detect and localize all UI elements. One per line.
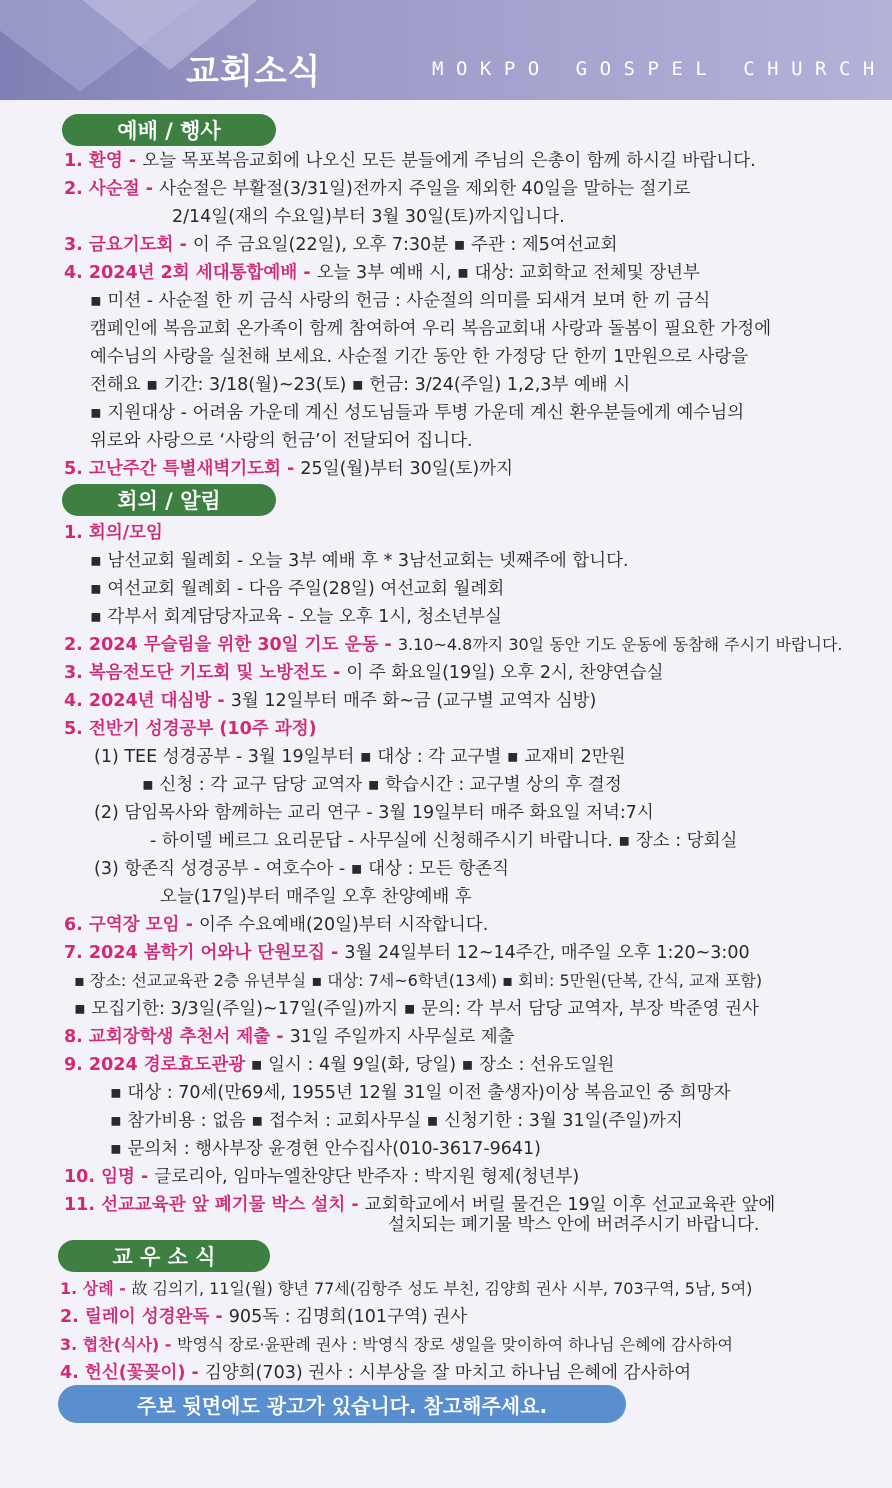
notice-line: ▪ 남선교회 월례회 - 오늘 3부 예배 후 * 3남선교회는 넷째주에 합니다. (90, 551, 629, 571)
church-name: MOKPO GOSPEL CHURCH (432, 58, 887, 80)
notice-line: 캠페인에 복음교회 온가족이 함께 참여하여 우리 복음교회내 사랑과 돌봄이 필요한 가정에 (90, 319, 772, 339)
footer-notice: 주보 뒷면에도 광고가 있습니다. 참고해주세요. (58, 1385, 626, 1423)
notice-line: 3. 협찬(식사) - 박영식 장로·윤판례 권사 : 박영식 장로 생일을 맞이하여 하나님 은혜에 감사하여 (60, 1335, 733, 1354)
notice-line: 6. 구역장 모임 - 이주 수요예배(20일)부터 시작합니다. (64, 915, 489, 935)
notice-line: 오늘(17일)부터 매주일 오후 찬양예배 후 (160, 887, 472, 907)
notice-line: ▪ 각부서 회계담당자교육 - 오늘 오후 1시, 청소년부실 (90, 607, 502, 627)
notice-line: 11. 선교교육관 앞 폐기물 박스 설치 - 교회학교에서 버릴 물건은 19일 이후 선교교육관 앞에 (64, 1195, 776, 1215)
notice-line: 1. 환영 - 오늘 목포복음교회에 나오신 모든 분들에게 주님의 은총이 함께 하시길 바랍니다. (64, 151, 756, 171)
notice-line: ▪ 대상 : 70세(만69세, 1955년 12월 31일 이전 출생자)이상 복음교인 중 희망자 (110, 1083, 731, 1103)
section-heading-worship: 예배 / 행사 (62, 114, 276, 146)
notice-line: ▪ 문의처 : 행사부장 윤경현 안수집사(010-3617-9641) (110, 1139, 541, 1159)
notice-line: 7. 2024 봄학기 어와나 단원모집 - 3월 24일부터 12~14주간, 매주일 오후 1:20~3:00 (64, 943, 750, 963)
section-heading-members: 교 우 소 식 (58, 1240, 270, 1272)
notice-line: 3. 복음전도단 기도회 및 노방전도 - 이 주 화요일(19일) 오후 2시, 찬양연습실 (64, 663, 664, 683)
notice-line: 4. 2024년 대심방 - 3월 12일부터 매주 화~금 (교구별 교역자 심방) (64, 691, 597, 711)
notice-line: 전해요 ▪ 기간: 3/18(월)~23(토) ▪ 헌금: 3/24(주일) 1,2,3부 예배 시 (90, 375, 631, 395)
notice-line: ▪ 장소: 선교교육관 2층 유년부실 ▪ 대상: 7세~6학년(13세) ▪ 회비: 5만원(단복, 간식, 교재 포함) (74, 971, 763, 990)
notice-line: 위로와 사랑으로 ‘사랑의 헌금’이 전달되어 집니다. (90, 431, 473, 451)
notice-line: 1. 상례 - 故 김의기, 11일(월) 향년 77세(김항주 성도 부친, 김양희 권사 시부, 703구역, 5남, 5여) (60, 1279, 753, 1298)
notice-line: (2) 담임목사와 함께하는 교리 연구 - 3월 19일부터 매주 화요일 저녁:7시 (94, 803, 654, 823)
notice-line: 2. 2024 무슬림을 위한 30일 기도 운동 - 3.10~4.8까지 30일 동안 기도 운동에 동참해 주시기 바랍니다. (64, 635, 843, 655)
notice-line: 8. 교회장학생 추천서 제출 - 31일 주일까지 사무실로 제출 (64, 1027, 515, 1047)
notice-line: 10. 임명 - 글로리아, 임마누엘찬양단 반주자 : 박지원 형제(청년부) (64, 1167, 580, 1187)
notice-line: 5. 고난주간 특별새벽기도회 - 25일(월)부터 30일(토)까지 (64, 459, 514, 479)
notice-line: 5. 전반기 성경공부 (10주 과정) (64, 719, 317, 739)
notice-line: (1) TEE 성경공부 - 3월 19일부터 ▪ 대상 : 각 교구별 ▪ 교재비 2만원 (94, 747, 626, 767)
notice-line: 설치되는 폐기물 박스 안에 버려주시기 바랍니다. (388, 1215, 760, 1235)
notice-line: ▪ 참가비용 : 없음 ▪ 접수처 : 교회사무실 ▪ 신청기한 : 3월 31일(주일)까지 (110, 1111, 683, 1131)
notice-line: 2/14일(재의 수요일)부터 3월 30일(토)까지입니다. (172, 207, 565, 227)
header-banner (0, 0, 892, 100)
notice-line: 3. 금요기도회 - 이 주 금요일(22일), 오후 7:30분 ▪ 주관 : 제5여선교회 (64, 235, 618, 255)
notice-line: 9. 2024 경로효도관광 ▪ 일시 : 4월 9일(화, 당일) ▪ 장소 : 선유도일원 (64, 1055, 615, 1075)
notice-line: 2. 릴레이 성경완독 - 905독 : 김명희(101구역) 권사 (60, 1307, 468, 1327)
notice-line: ▪ 신청 : 각 교구 담당 교역자 ▪ 학습시간 : 교구별 상의 후 결정 (142, 775, 622, 795)
notice-line: ▪ 지원대상 - 어려움 가운데 계신 성도님들과 투병 가운데 계신 환우분들에게 예수님의 (90, 403, 745, 423)
notice-line: 4. 헌신(꽃꽂이) - 김양희(703) 권사 : 시부상을 잘 마치고 하나님 은혜에 감사하여 (60, 1363, 692, 1383)
notice-line: (3) 항존직 성경공부 - 여호수아 - ▪ 대상 : 모든 항존직 (94, 859, 510, 879)
page-title: 교회소식 (186, 52, 322, 92)
notice-line: 1. 회의/모임 (64, 523, 163, 543)
notice-line: ▪ 모집기한: 3/3일(주일)~17일(주일)까지 ▪ 문의: 각 부서 담당 교역자, 부장 박준영 권사 (74, 999, 759, 1019)
notice-line: 4. 2024년 2회 세대통합예배 - 오늘 3부 예배 시, ▪ 대상: 교회학교 전체및 장년부 (64, 263, 700, 283)
notice-line: ▪ 미션 - 사순절 한 끼 금식 사랑의 헌금 : 사순절의 의미를 되새겨 보며 한 끼 금식 (90, 291, 711, 311)
notice-line: - 하이델 베르그 요리문답 - 사무실에 신청해주시기 바랍니다. ▪ 장소 : 당회실 (150, 831, 738, 851)
notice-line: ▪ 여선교회 월례회 - 다음 주일(28일) 여선교회 월례회 (90, 579, 505, 599)
section-heading-meetings: 회의 / 알림 (62, 484, 276, 516)
notice-line: 2. 사순절 - 사순절은 부활절(3/31일)전까지 주일을 제외한 40일을 말하는 절기로 (64, 179, 691, 199)
notice-line: 예수님의 사랑을 실천해 보세요. 사순절 기간 동안 한 가정당 단 한끼 1만원으로 사랑을 (90, 347, 749, 367)
